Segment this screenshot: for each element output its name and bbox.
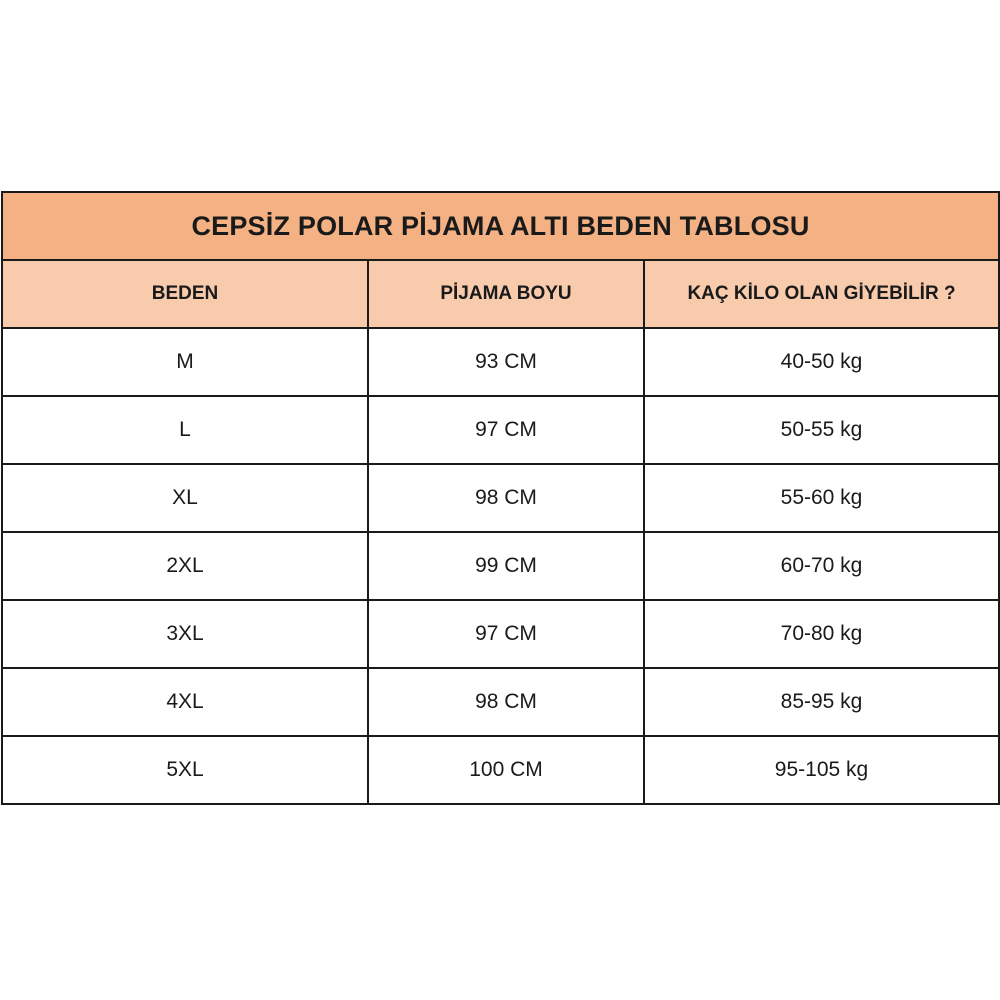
size-cell: 2XL xyxy=(2,532,368,600)
table-row xyxy=(2,600,999,668)
size-cell: 3XL xyxy=(2,600,368,668)
size-cell: XL xyxy=(2,464,368,532)
size-cell: M xyxy=(2,328,368,396)
size-cell: 5XL xyxy=(2,736,368,804)
weight-cell: 95-105 kg xyxy=(644,736,999,804)
length-cell: 98 CM xyxy=(368,668,644,736)
table-header-row xyxy=(2,260,999,328)
size-chart-table xyxy=(1,191,1000,805)
length-cell: 97 CM xyxy=(368,600,644,668)
length-cell: 99 CM xyxy=(368,532,644,600)
weight-cell: 50-55 kg xyxy=(644,396,999,464)
table-row xyxy=(2,532,999,600)
table-title: CEPSİZ POLAR PİJAMA ALTI BEDEN TABLOSU xyxy=(2,192,999,260)
length-cell: 97 CM xyxy=(368,396,644,464)
column-header-size: BEDEN xyxy=(2,260,368,328)
table-row xyxy=(2,328,999,396)
size-cell: L xyxy=(2,396,368,464)
length-cell: 100 CM xyxy=(368,736,644,804)
length-cell: 93 CM xyxy=(368,328,644,396)
table-row xyxy=(2,464,999,532)
table-row xyxy=(2,668,999,736)
table-row xyxy=(2,396,999,464)
weight-cell: 85-95 kg xyxy=(644,668,999,736)
column-header-length: PİJAMA BOYU xyxy=(368,260,644,328)
column-header-weight: KAÇ KİLO OLAN GİYEBİLİR ? xyxy=(644,260,999,328)
weight-cell: 60-70 kg xyxy=(644,532,999,600)
length-cell: 98 CM xyxy=(368,464,644,532)
weight-cell: 55-60 kg xyxy=(644,464,999,532)
weight-cell: 40-50 kg xyxy=(644,328,999,396)
size-cell: 4XL xyxy=(2,668,368,736)
table-row xyxy=(2,736,999,804)
weight-cell: 70-80 kg xyxy=(644,600,999,668)
table-title-row xyxy=(2,192,999,260)
